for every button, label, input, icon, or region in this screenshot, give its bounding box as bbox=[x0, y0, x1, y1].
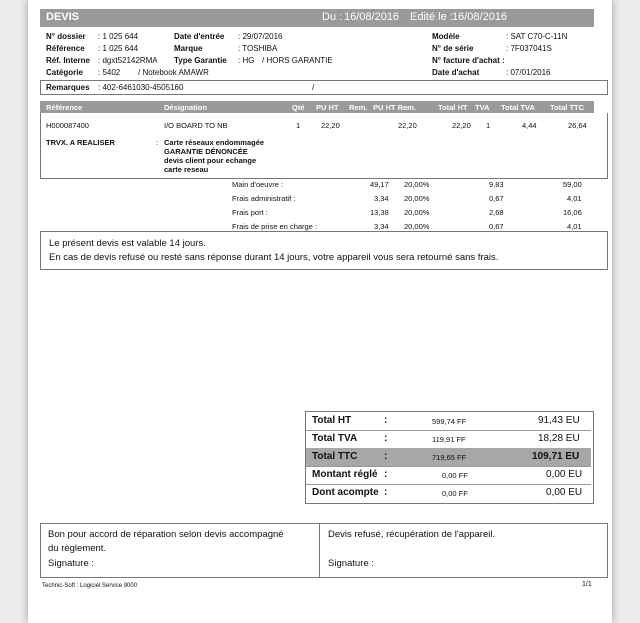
totals-eu: 18,28 EU bbox=[538, 433, 580, 444]
totals-sep: : bbox=[384, 469, 388, 480]
remarques-sep: / bbox=[312, 83, 315, 92]
line-pu-ht: 22,20 bbox=[321, 121, 340, 130]
totals-row bbox=[306, 430, 591, 449]
frais-rem: 20,00% bbox=[404, 194, 430, 203]
ref-interne-value: : dgxt52142RMA bbox=[98, 56, 158, 65]
totals-ff: 0,00 FF bbox=[442, 471, 468, 480]
facture-label: N° facture d'achat : bbox=[432, 56, 505, 65]
serie-label: N° de série bbox=[432, 44, 474, 53]
frais-pu: 3,34 bbox=[374, 222, 389, 231]
frais-pu: 3,34 bbox=[374, 194, 389, 203]
quote-date: 16/08/2016 bbox=[344, 11, 400, 23]
frais-label: Main d'oeuvre : bbox=[232, 180, 284, 189]
col-pu-ht-rem: PU HT Rem. bbox=[373, 103, 416, 112]
accord-signature: Signature : bbox=[48, 558, 94, 569]
validity-box bbox=[40, 231, 608, 270]
date-achat-label: Date d'achat bbox=[432, 68, 480, 77]
marque-value: : TOSHIBA bbox=[238, 44, 278, 53]
dossier-label: N° dossier bbox=[46, 32, 86, 41]
frais-rem: 20,00% bbox=[404, 180, 430, 189]
col-total-ttc: Total TTC bbox=[550, 103, 585, 112]
col-tva: TVA bbox=[475, 103, 490, 112]
frais-tva: 2,68 bbox=[489, 208, 504, 217]
categorie-value: : 5402 bbox=[98, 68, 121, 77]
type-garantie-value: : HG bbox=[238, 56, 255, 65]
type-garantie-label: Type Garantie bbox=[174, 56, 227, 65]
totals-ff: 119,91 FF bbox=[432, 435, 466, 444]
travaux-line-1: Carte réseaux endommagée bbox=[164, 138, 265, 147]
serie-value: : 7F037041S bbox=[506, 44, 552, 53]
date-label: Du : bbox=[322, 11, 343, 23]
marque-label: Marque bbox=[174, 44, 203, 53]
line-total-ttc: 26,64 bbox=[568, 121, 587, 130]
categorie-label: Catégorie bbox=[46, 68, 83, 77]
frais-label: Frais de prise en charge : bbox=[232, 222, 318, 231]
modele-value: : SAT C70-C-11N bbox=[506, 32, 568, 41]
frais-ttc: 59,00 bbox=[563, 180, 582, 189]
totals-row bbox=[306, 448, 591, 467]
validity-line-2: En cas de devis refusé ou resté sans réponse durant 14 jours, votre appareil vous sera retourné sans frais. bbox=[49, 252, 499, 263]
totals-sep: : bbox=[384, 433, 388, 444]
remarques-label: Remarques bbox=[46, 83, 90, 92]
quote-header-bar bbox=[40, 9, 594, 27]
totals-eu: 91,43 EU bbox=[538, 415, 580, 426]
date-entree-label: Date d'entrée bbox=[174, 32, 225, 41]
accord-line-1: Bon pour accord de réparation selon devis accompagné bbox=[48, 529, 284, 540]
frais-label: Frais administratif : bbox=[232, 194, 296, 203]
modele-label: Modèle bbox=[432, 32, 460, 41]
edit-label: Edité le : bbox=[410, 11, 453, 23]
totals-label: Montant réglé bbox=[312, 469, 378, 480]
totals-label: Dont acompte bbox=[312, 487, 379, 498]
totals-ff: 599,74 FF bbox=[432, 417, 467, 426]
travaux-line-4: carte reseau bbox=[164, 165, 209, 174]
totals-sep: : bbox=[384, 415, 388, 426]
categorie-desc: / Notebook AMAWR bbox=[138, 68, 209, 77]
totals-label: Total TVA bbox=[312, 433, 358, 444]
line-total-tva: 4,44 bbox=[522, 121, 537, 130]
line-tva: 1 bbox=[486, 121, 491, 130]
footer-software: Technic-Soft : Logiciel Service 9000 bbox=[42, 583, 138, 589]
col-total-tva: Total TVA bbox=[501, 103, 535, 112]
totals-label: Total HT bbox=[312, 415, 352, 426]
refus-line-1: Devis refusé, récupération de l'appareil. bbox=[328, 529, 496, 540]
travaux-line-2: GARANTIE DÉNONCÉE bbox=[164, 147, 248, 156]
col-rem: Rem. bbox=[349, 103, 368, 112]
totals-sep: : bbox=[384, 487, 388, 498]
frais-tva: 0,67 bbox=[489, 222, 504, 231]
col-designation: Désignation bbox=[164, 103, 207, 112]
quote-title: DEVIS bbox=[46, 11, 80, 23]
type-garantie-desc: / HORS GARANTIE bbox=[262, 56, 333, 65]
travaux-sep: : bbox=[156, 138, 159, 147]
totals-row bbox=[306, 484, 591, 502]
frais-tva: 0,67 bbox=[489, 194, 504, 203]
col-pu-ht: PU HT bbox=[316, 103, 339, 112]
signature-divider bbox=[319, 523, 320, 578]
travaux-label: TRVX. A REALISER bbox=[46, 138, 115, 147]
reference-label: Référence bbox=[46, 44, 85, 53]
col-reference: Référence bbox=[46, 103, 83, 112]
totals-row bbox=[306, 466, 591, 485]
reference-value: : 1 025 644 bbox=[98, 44, 139, 53]
frais-pu: 49,17 bbox=[370, 180, 389, 189]
date-entree-value: : 29/07/2016 bbox=[238, 32, 283, 41]
line-designation: I/O BOARD TO NB bbox=[164, 121, 228, 130]
totals-row bbox=[306, 412, 591, 431]
line-qte: 1 bbox=[296, 121, 301, 130]
frais-ttc: 4,01 bbox=[567, 194, 582, 203]
frais-ttc: 4,01 bbox=[567, 222, 582, 231]
date-achat-value: : 07/01/2016 bbox=[506, 68, 551, 77]
line-pu-ht-rem: 22,20 bbox=[398, 121, 417, 130]
totals-box bbox=[305, 411, 594, 504]
accord-line-2: du règlement. bbox=[48, 543, 107, 554]
remarques-value: : 402-6461030-4505160 bbox=[98, 83, 184, 92]
frais-ttc: 16,06 bbox=[563, 208, 582, 217]
frais-rem: 20,00% bbox=[404, 208, 430, 217]
frais-pu: 13,38 bbox=[370, 208, 389, 217]
totals-eu: 0,00 EU bbox=[546, 487, 583, 498]
quote-page bbox=[28, 0, 612, 623]
totals-sep: : bbox=[384, 451, 388, 462]
line-reference: H000087400 bbox=[46, 121, 89, 130]
totals-eu: 109,71 EU bbox=[532, 451, 580, 462]
refus-signature: Signature : bbox=[328, 558, 374, 569]
totals-ff: 0,00 FF bbox=[442, 489, 468, 498]
travaux-line-3: devis client pour echange bbox=[164, 156, 257, 165]
frais-rem: 20,00% bbox=[404, 222, 430, 231]
totals-label: Total TTC bbox=[312, 451, 358, 462]
validity-line-1: Le présent devis est valable 14 jours. bbox=[49, 238, 206, 249]
footer-page: 1/1 bbox=[582, 581, 592, 588]
totals-ff: 719,65 FF bbox=[432, 453, 467, 462]
col-qte: Qté bbox=[292, 103, 305, 112]
frais-label: Frais port : bbox=[232, 208, 268, 217]
lines-table-header bbox=[40, 101, 594, 113]
edit-date: 16/08/2016 bbox=[452, 11, 508, 23]
dossier-value: : 1 025 644 bbox=[98, 32, 139, 41]
totals-eu: 0,00 EU bbox=[546, 469, 583, 480]
ref-interne-label: Réf. Interne bbox=[46, 56, 91, 65]
line-total-ht: 22,20 bbox=[452, 121, 471, 130]
frais-tva: 9,83 bbox=[489, 180, 504, 189]
col-total-ht: Total HT bbox=[438, 103, 468, 112]
